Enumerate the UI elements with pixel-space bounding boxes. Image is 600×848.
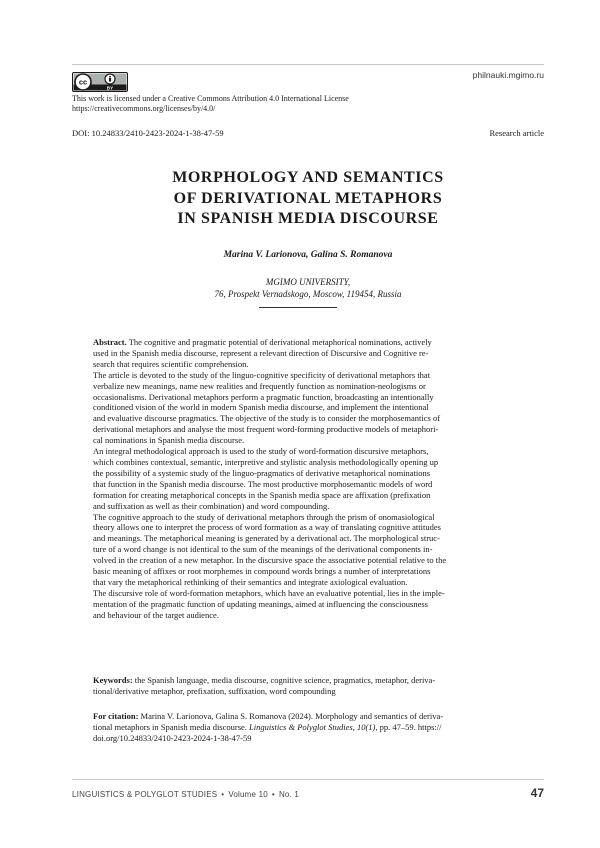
- header-rule: [72, 64, 544, 65]
- keywords-line: the Spanish language, media discourse, cognitive science, pragmatics, metaphor, deriva-: [132, 675, 436, 685]
- title-line: IN SPANISH MEDIA DISCOURSE: [177, 210, 439, 227]
- citation-line: tional metaphors in Spanish media discourse.: [93, 721, 250, 732]
- abstract-line: cal nominations in Spanish media discourse.: [93, 435, 245, 446]
- abstract-line: and evaluative discourse pragmatics. The objective of the study is to consider the morphosemantics of: [93, 413, 441, 424]
- footer-issue: No. 1: [278, 790, 300, 799]
- abstract-line: used in the Spanish media discourse, represent a relevant direction of Discursive and Cognitive re-: [93, 347, 429, 358]
- footer-journal: LINGUISTICS & POLYGLOT STUDIES: [72, 790, 218, 799]
- abstract-label: Abstract.: [93, 337, 127, 347]
- title-line: OF DERIVATIONAL METAPHORS: [173, 189, 443, 207]
- abstract-line: that vary the metaphorical rethinking of their semantics and integrate axiological evaluation.: [93, 576, 408, 587]
- abstract-line: ture of a word change is not identical to the sum of the meanings of the derivational components in-: [93, 544, 433, 555]
- keywords: [93, 675, 525, 697]
- cc-mark: cc: [78, 77, 88, 87]
- by-mark: BY: [106, 85, 114, 91]
- abstract-line: An integral methodological approach is used to the study of word-formation discursive metaphors,: [93, 446, 429, 457]
- abstract-line: which combines contextual, semantic, interpretive and stylistic analysis methodologically opening up: [93, 456, 439, 467]
- footer-rule: [72, 779, 544, 780]
- abstract-line: theory allows one to interpret the process of word formation as a way of translating cognitive attitudes: [93, 522, 441, 533]
- article-type: Research article: [489, 128, 544, 138]
- keywords-line: tional/derivative metaphor, prefixation, suffixation, word compounding: [93, 685, 336, 696]
- abstract-line: that function in the Spanish media discourse. The most productive morphosemantic models of word: [93, 478, 433, 489]
- abstract-line: formation for creating metaphorical concepts in the Spanish media space are affixation (prefixation: [93, 489, 431, 500]
- license-statement: This work is licensed under a Creative Commons Attribution 4.0 International License: [72, 94, 349, 103]
- abstract-line: search that requires scientific comprehension.: [93, 358, 249, 369]
- creative-commons-by-icon[interactable]: [72, 72, 128, 92]
- citation: [93, 711, 525, 744]
- abstract-line: The cognitive and pragmatic potential of derivational metaphorical nominations, actively: [126, 337, 432, 347]
- license-url[interactable]: https://creativecommons.org/licenses/by/4.0/: [72, 104, 216, 113]
- abstract-line: volved in the creation of a new metaphor. In the discursive space the associative potential relative to the: [93, 555, 447, 566]
- abstract-line: occasionalisms. Derivational metaphors perform a pragmatic function, broadcasting an intentionally: [93, 391, 434, 402]
- citation-journal: Linguistics & Polyglot Studies, 10(1): [249, 721, 376, 732]
- citation-doi-link[interactable]: doi.org/10.24833/2410-2423-2024-1-38-47-59: [93, 732, 252, 743]
- footer-volume: Volume 10: [228, 790, 268, 799]
- abstract: [93, 337, 525, 621]
- affiliation-name: MGIMO UNIVERSITY,: [265, 277, 351, 287]
- citation-line: Marina V. Larionova, Galina S. Romanova (2024). Morphology and semantics of deriva-: [138, 711, 444, 721]
- footer-separator: •: [271, 790, 275, 799]
- keywords-label: Keywords:: [93, 675, 133, 685]
- article-title: [72, 168, 544, 230]
- abstract-line: verbalize new meanings, name new realities and frequently function as nomination-neologisms or: [93, 380, 426, 391]
- abstract-line: and meanings. The metaphorical meaning is generated by a derivational act. The morphological struc-: [93, 533, 440, 544]
- affiliation: [72, 276, 544, 300]
- citation-line: , pp. 47–59. https://: [375, 721, 442, 732]
- citation-label: For citation:: [93, 711, 139, 721]
- journal-site-link[interactable]: philnauki.mgimo.ru: [472, 70, 544, 80]
- abstract-line: The article is devoted to the study of the linguo-cognitive specificity of derivational metaphors that: [93, 369, 431, 380]
- page-number: 47: [530, 786, 544, 800]
- title-separator: [259, 307, 337, 308]
- abstract-line: The discursive role of word-formation metaphors, which have an evaluative potential, lies in the imple-: [93, 587, 445, 598]
- abstract-line: and suffixation as well as their combination) and word compounding.: [93, 500, 330, 511]
- footer-separator: •: [221, 790, 225, 799]
- doi: DOI: 10.24833/2410-2423-2024-1-38-47-59: [72, 128, 224, 138]
- abstract-line: and behaviour of the target audience.: [93, 609, 219, 620]
- abstract-line: mentation of the pragmatic function of updating meanings, aimed at influencing the consciousness: [93, 598, 428, 609]
- authors: Marina V. Larionova, Galina S. Romanova: [223, 250, 393, 260]
- abstract-line: derivational metaphors and analyse the most frequent word-forming productive models of metaphori-: [93, 424, 439, 435]
- title-line: MORPHOLOGY AND SEMANTICS: [172, 169, 444, 186]
- abstract-line: conditioned vision of the world in modern Spanish media discourse, and implement the intentional: [93, 402, 429, 413]
- abstract-line: the possibility of a systemic study of the linguo-pragmatics of derivative metaphorical nominations: [93, 467, 431, 478]
- abstract-line: basic meaning of affixes or root morphemes in compound words brings a number of interpretations: [93, 566, 431, 577]
- abstract-line: The cognitive approach to the study of derivational metaphors through the prism of onomasiological: [93, 511, 435, 522]
- affiliation-address: 76, Prospekt Vernadskogo, Moscow, 119454, Russia: [214, 289, 402, 299]
- license-notice: [72, 94, 349, 114]
- running-footer: [72, 790, 299, 799]
